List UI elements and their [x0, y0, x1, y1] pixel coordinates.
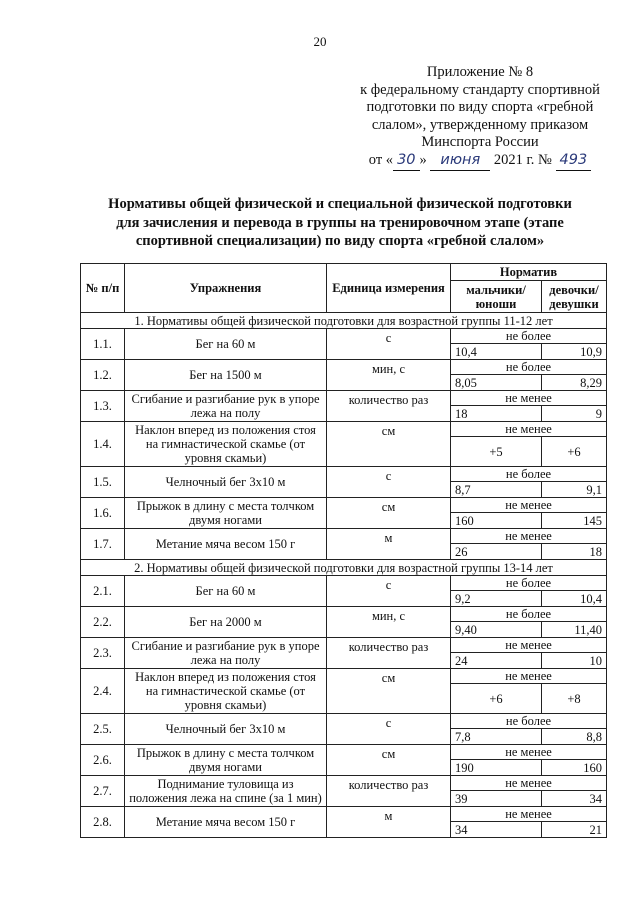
table-row — [81, 391, 607, 406]
unit-of-measure: с — [327, 576, 451, 607]
criterion: не менее — [451, 807, 607, 822]
row-number: 1.2. — [81, 360, 125, 391]
unit-of-measure: см — [327, 669, 451, 714]
header-unit: Единица измерения — [327, 264, 451, 313]
girls-value: 9 — [542, 406, 607, 422]
unit-of-measure: см — [327, 745, 451, 776]
criterion: не менее — [451, 776, 607, 791]
boys-value: 8,05 — [451, 375, 542, 391]
exercise-name: Бег на 1500 м — [125, 360, 327, 391]
handwritten-day: 30 — [393, 152, 419, 171]
unit-of-measure: мин, с — [327, 607, 451, 638]
appendix-line-1: Приложение № 8 — [426, 64, 534, 80]
boys-value: 9,40 — [451, 622, 542, 638]
exercise-name: Прыжок в длину с места толчком двумя ногами — [125, 745, 327, 776]
unit-of-measure: см — [327, 422, 451, 467]
boys-value: 24 — [451, 653, 542, 669]
exercise-name: Поднимание туловища из положения лежа на спине (за 1 мин) — [125, 776, 327, 807]
exercise-name: Наклон вперед из положения стоя на гимнастической скамье (от уровня скамьи) — [125, 422, 327, 467]
table-row — [81, 422, 607, 437]
criterion: не более — [451, 607, 607, 622]
unit-of-measure: см — [327, 498, 451, 529]
criterion: не менее — [451, 391, 607, 406]
row-number: 2.1. — [81, 576, 125, 607]
unit-of-measure: количество раз — [327, 776, 451, 807]
boys-value: +6 — [451, 684, 542, 714]
appendix-block — [340, 64, 620, 171]
date-mid: » — [419, 151, 427, 168]
boys-value: 39 — [451, 791, 542, 807]
row-number: 1.5. — [81, 467, 125, 498]
table-row — [81, 360, 607, 375]
exercise-name: Метание мяча весом 150 г — [125, 807, 327, 838]
table-row — [81, 329, 607, 344]
exercise-name: Наклон вперед из положения стоя на гимнастической скамье (от уровня скамьи) — [125, 669, 327, 714]
criterion: не менее — [451, 422, 607, 437]
criterion: не более — [451, 329, 607, 344]
boys-value: 190 — [451, 760, 542, 776]
girls-value: 9,1 — [542, 482, 607, 498]
row-number: 2.3. — [81, 638, 125, 669]
girls-value: 34 — [542, 791, 607, 807]
row-number: 2.5. — [81, 714, 125, 745]
title-line-3: спортивной специализации) по виду спорта «гребной слалом» — [135, 233, 545, 250]
criterion: не более — [451, 360, 607, 375]
row-number: 1.4. — [81, 422, 125, 467]
row-number: 2.4. — [81, 669, 125, 714]
unit-of-measure: с — [327, 329, 451, 360]
criterion: не менее — [451, 669, 607, 684]
boys-value: 18 — [451, 406, 542, 422]
document-title — [90, 195, 590, 251]
handwritten-order-number: 493 — [556, 152, 592, 171]
table-row — [81, 669, 607, 684]
boys-value: 26 — [451, 544, 542, 560]
girls-value: 8,8 — [542, 729, 607, 745]
appendix-line-3: подготовки по виду спорта «гребной — [366, 99, 594, 116]
row-number: 2.8. — [81, 807, 125, 838]
row-number: 1.7. — [81, 529, 125, 560]
appendix-line-5: Минспорта России — [421, 134, 539, 151]
table-row — [81, 467, 607, 482]
girls-value: 160 — [542, 760, 607, 776]
exercise-name: Челночный бег 3х10 м — [125, 467, 327, 498]
unit-of-measure: м — [327, 529, 451, 560]
exercise-name: Прыжок в длину с места толчком двумя ногами — [125, 498, 327, 529]
header-norm: Норматив — [451, 264, 607, 281]
girls-value: 21 — [542, 822, 607, 838]
table-row — [81, 638, 607, 653]
unit-of-measure: с — [327, 714, 451, 745]
boys-value: 8,7 — [451, 482, 542, 498]
girls-value: 10,9 — [542, 344, 607, 360]
exercise-name: Метание мяча весом 150 г — [125, 529, 327, 560]
criterion: не менее — [451, 745, 607, 760]
exercise-name: Бег на 2000 м — [125, 607, 327, 638]
table-row — [81, 498, 607, 513]
handwritten-month: июня — [430, 152, 490, 171]
boys-value: +5 — [451, 437, 542, 467]
girls-value: +6 — [542, 437, 607, 467]
exercise-name: Челночный бег 3х10 м — [125, 714, 327, 745]
table-body — [81, 313, 607, 838]
boys-value: 7,8 — [451, 729, 542, 745]
criterion: не менее — [451, 638, 607, 653]
exercise-name: Сгибание и разгибание рук в упоре лежа на полу — [125, 391, 327, 422]
exercise-name: Бег на 60 м — [125, 329, 327, 360]
girls-value: 145 — [542, 513, 607, 529]
row-number: 2.2. — [81, 607, 125, 638]
standards-table — [80, 263, 607, 838]
unit-of-measure: мин, с — [327, 360, 451, 391]
girls-value: +8 — [542, 684, 607, 714]
table-row — [81, 529, 607, 544]
unit-of-measure: количество раз — [327, 638, 451, 669]
criterion: не менее — [451, 498, 607, 513]
girls-value: 11,40 — [542, 622, 607, 638]
criterion: не более — [451, 576, 607, 591]
boys-value: 160 — [451, 513, 542, 529]
section-title: 1. Нормативы общей физической подготовки для возрастной группы 11-12 лет — [81, 313, 607, 329]
header-exercise: Упражнения — [125, 264, 327, 313]
row-number: 2.6. — [81, 745, 125, 776]
exercise-name: Бег на 60 м — [125, 576, 327, 607]
date-year: 2021 г. № — [493, 151, 552, 168]
table-row — [81, 714, 607, 729]
appendix-line-4: слалом», утвержденному приказом — [371, 116, 589, 133]
girls-value: 10 — [542, 653, 607, 669]
table-row — [81, 776, 607, 791]
exercise-name: Сгибание и разгибание рук в упоре лежа на полу — [125, 638, 327, 669]
date-prefix: от « — [368, 151, 394, 168]
boys-value: 10,4 — [451, 344, 542, 360]
unit-of-measure: с — [327, 467, 451, 498]
criterion: не более — [451, 467, 607, 482]
row-number: 1.6. — [81, 498, 125, 529]
page-number: 20 — [313, 34, 327, 49]
section-title: 2. Нормативы общей физической подготовки для возрастной группы 13-14 лет — [81, 560, 607, 576]
header-girls: девочки/ девушки — [542, 281, 607, 313]
table-row — [81, 745, 607, 760]
girls-value: 8,29 — [542, 375, 607, 391]
table-row — [81, 807, 607, 822]
row-number: 2.7. — [81, 776, 125, 807]
title-line-1: Нормативы общей физической и специальной физической подготовки — [108, 196, 572, 212]
table-row — [81, 576, 607, 591]
boys-value: 9,2 — [451, 591, 542, 607]
header-num: № п/п — [81, 264, 125, 313]
criterion: не менее — [451, 529, 607, 544]
unit-of-measure: м — [327, 807, 451, 838]
title-line-2: для зачисления и перевода в группы на тренировочном этапе (этапе — [116, 214, 564, 231]
boys-value: 34 — [451, 822, 542, 838]
row-number: 1.3. — [81, 391, 125, 422]
table-row — [81, 607, 607, 622]
appendix-date-line — [340, 152, 620, 171]
header-boys: мальчики/ юноши — [451, 281, 542, 313]
unit-of-measure: количество раз — [327, 391, 451, 422]
girls-value: 18 — [542, 544, 607, 560]
criterion: не более — [451, 714, 607, 729]
row-number: 1.1. — [81, 329, 125, 360]
girls-value: 10,4 — [542, 591, 607, 607]
appendix-line-2: к федеральному стандарту спортивной — [360, 81, 600, 98]
